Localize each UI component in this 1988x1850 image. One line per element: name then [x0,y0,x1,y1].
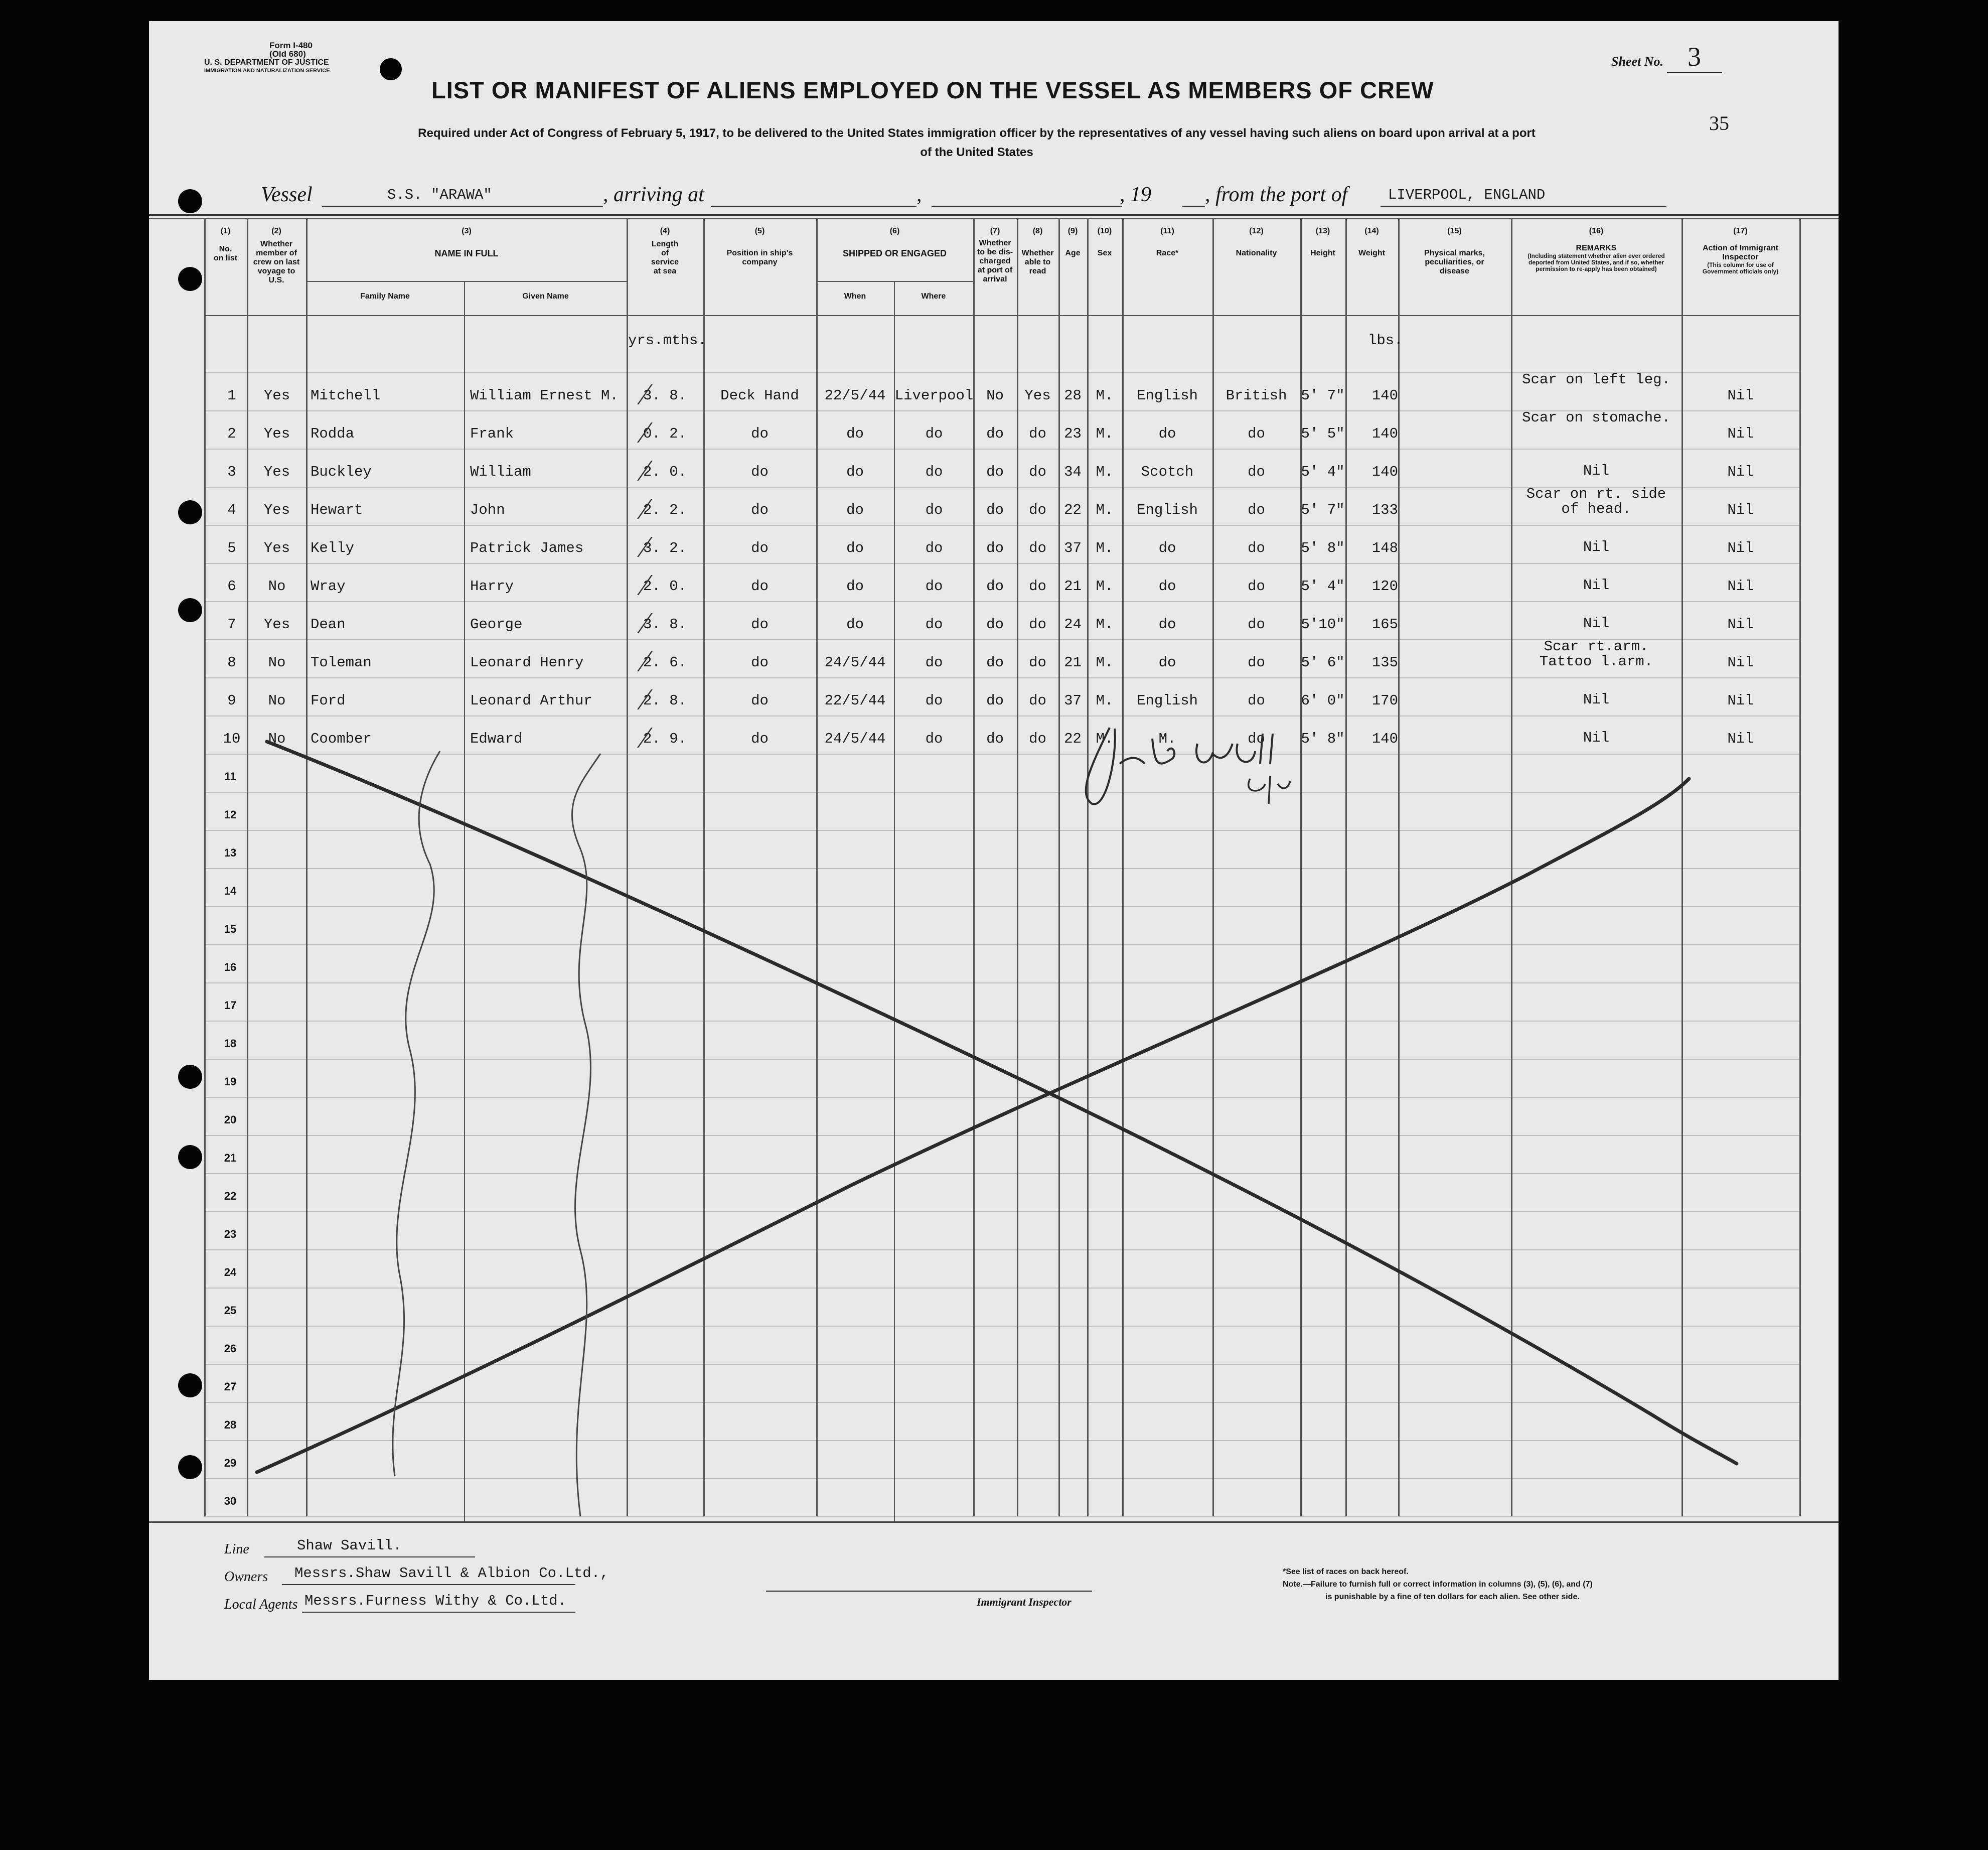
height: 5' 8" [1301,540,1345,556]
page-number: 35 [1709,112,1729,134]
remarks: Nil [1727,425,1754,442]
owners-label: Owners [224,1569,268,1585]
able-to-read: do [1029,692,1046,709]
family-name: Coomber [311,731,372,747]
empty-row-number: 19 [224,1075,237,1088]
age: 22 [1064,502,1082,518]
physical-marks: Nil [1583,463,1610,479]
height: 5' 6" [1301,654,1345,671]
crew-member-flag: Yes [263,616,290,633]
weight: 170 [1371,692,1398,709]
length-of-service: 3. 2. [643,540,687,556]
height: 5' 7" [1301,502,1345,518]
physical-marks: Nil [1583,577,1610,594]
physical-marks: Scar on rt. side of head. [1526,486,1666,517]
discharged: do [986,540,1004,556]
empty-row-number: 17 [224,999,237,1012]
position: do [751,731,769,747]
crew-member-flag: No [268,692,286,709]
race: M. [1158,731,1176,747]
remarks: Nil [1727,616,1754,633]
row-number: 8 [227,654,236,671]
discharged: do [986,425,1004,442]
race: do [1158,616,1176,633]
discharged: do [986,692,1004,709]
remarks: Nil [1727,387,1754,404]
position: do [751,540,769,556]
weight-unit: lbs. [1368,332,1403,349]
owners: Messrs.Shaw Savill & Albion Co.Ltd., [294,1565,609,1582]
discharged: do [986,502,1004,518]
able-to-read: do [1029,464,1046,480]
arriving-label: , arriving at [603,183,704,206]
year-label: , 19 [1120,183,1151,206]
empty-row-number: 21 [224,1152,237,1164]
nationality: do [1248,425,1265,442]
crew-member-flag: No [268,731,286,747]
discharged: No [986,387,1004,404]
able-to-read: do [1029,578,1046,595]
agents-label: Local Agents [224,1597,298,1612]
remarks: Nil [1727,540,1754,556]
given-name: Harry [470,578,514,595]
form-number: Form I-480 (Old 680) U. S. DEPARTMENT OF JUSTICE IMMIGRATION AND NATURALIZATION SERVICE [204,41,330,74]
length-of-service: 2. 8. [643,692,687,709]
given-name: Edward [470,731,523,747]
race: English [1137,692,1198,709]
discharged: do [986,731,1004,747]
given-name: Leonard Arthur [470,692,592,709]
able-to-read: do [1029,654,1046,671]
family-name: Buckley [311,464,372,480]
nationality: do [1248,731,1265,747]
remarks: Nil [1727,578,1754,595]
length-of-service: 2. 0. [643,464,687,480]
empty-row-number: 16 [224,961,237,973]
crew-member-flag: Yes [263,502,290,518]
remarks: Nil [1727,654,1754,671]
age: 24 [1064,616,1082,633]
discharged: do [986,464,1004,480]
weight: 133 [1371,502,1398,518]
shipped-where: do [925,654,943,671]
weight: 135 [1371,654,1398,671]
given-name: William [470,464,531,480]
race-note: *See list of races on back hereof. [1283,1568,1409,1576]
shipped-when: 24/5/44 [824,731,886,747]
shipped-where: do [925,731,943,747]
discharged: do [986,578,1004,595]
empty-row-number: 24 [224,1266,237,1278]
page-title: LIST OR MANIFEST OF ALIENS EMPLOYED ON THE VESSEL AS MEMBERS OF CREW [431,77,1434,103]
length-of-service: 2. 9. [643,731,687,747]
nationality: do [1248,502,1265,518]
physical-marks: Nil [1583,730,1610,746]
family-name: Rodda [311,425,355,442]
nationality: British [1226,387,1287,404]
sheet-number: Sheet No. 3 [1611,41,1722,73]
age: 23 [1064,425,1082,442]
length-of-service: 2. 2. [643,502,687,518]
height: 5' 8" [1301,731,1345,747]
physical-marks: Scar on left leg. [1522,371,1670,388]
length-of-service: 0. 2. [643,425,687,442]
able-to-read: do [1029,502,1046,518]
length-of-service: 2. 0. [643,578,687,595]
shipped-where: do [925,578,943,595]
length-of-service: 2. 6. [643,654,687,671]
age: 37 [1064,540,1082,556]
length-of-service: 3. 8. [643,616,687,633]
shipped-when: do [846,425,864,442]
age: 34 [1064,464,1082,480]
shipped-when: do [846,464,864,480]
row-number: 1 [227,387,236,404]
physical-marks: Nil [1583,539,1610,555]
sex: M. [1096,731,1114,747]
weight: 140 [1371,425,1398,442]
empty-row-number: 15 [224,923,237,935]
line-label: Line [224,1541,249,1557]
given-name: Patrick James [470,540,584,556]
age: 37 [1064,692,1082,709]
shipped-where: do [925,464,943,480]
shipped-where: Liverpool [894,387,974,404]
nationality: do [1248,540,1265,556]
able-to-read: do [1029,540,1046,556]
empty-row-number: 27 [224,1380,237,1393]
empty-row-number: 26 [224,1342,237,1355]
height: 6' 0" [1301,692,1345,709]
position: do [751,654,769,671]
shipped-when: do [846,502,864,518]
weight: 140 [1371,387,1398,404]
given-name: Leonard Henry [470,654,584,671]
nationality: do [1248,616,1265,633]
age: 21 [1064,578,1082,595]
weight: 140 [1371,464,1398,480]
discharged: do [986,654,1004,671]
position: do [751,502,769,518]
empty-row-number: 12 [224,808,237,821]
shipped-where: do [925,502,943,518]
remarks: Nil [1727,692,1754,709]
height: 5' 7" [1301,387,1345,404]
row-number: 4 [227,502,236,518]
position: Deck Hand [720,387,799,404]
race: do [1158,578,1176,595]
manifest-sheet: Form I-480 (Old 680) U. S. DEPARTMENT OF JUSTICE IMMIGRATION AND NATURALIZATION SERVICE Sheet No. 3 35 LIST OR MANIFEST OF ALIENS EMPLOYED ON THE VESSEL AS MEMBERS OF CREW Required under Act of Congress of February 5, 1917, to be delivered to the United States immigration officer by the representatives of any vessel having such aliens on board upon arrival at a port of the United States Vessel S.S. "ARAWA" , arriving at , , 19 , from the port of LIVERPOOL, ENGLAND (1) No. on list (2) Whether member of crew on last voyage to U.S. (3) NAME IN FULL Family Name Given Name (4) Length of service at sea (5) Position in ship's company (6) SHIPPED OR ENGAGED When Where (7) Whether to be dis-charged at port of arrival (8) Whether able to read (9) Age (10) Sex (11) Race* (12) Nationality (13) Height (14) Weight (15) Physical marks, peculiarities, or disease (17) Action of Immigrant Inspector (This column for use of Government officials only) (16) REMARKS (Including statement whether alien ever ordered deported from United States, and if so, whether permission to re-apply has been obtained) yrs.mths. lbs. 1 Yes Mitchell William Ernest M. 3. 8. Deck Hand 22/5/44 Liverpool No Yes 28 M. English British 5' 7" 140 Nil Scar on left leg. 2 Yes Rodda Frank 0. 2. do do do do do 23 M. do do 5' 5" 140 Nil Scar on stomache. 3 Yes Buckley William 2. 0. do do do do do 34 M. Scotch do 5' 4" 140 Nil Nil 4 Yes Hewart John 2. 2. do do do do do 22 M. English do 5' 7" 133 Nil Scar on rt. side of head. 5 Yes Kelly Patrick James 3. 2. do do do do do 37 M. do do 5' 8" 148 Nil Nil 6 No Wray Harry 2. 0. do do do do do 21 M. do do 5' 4" 120 Nil Nil 7 Yes Dean George 3. 8. do do do do do 24 M. do do 5'10" 165 Nil Nil 8 No Toleman Leonard Henry 2. 6. do 24/5/44 do do do 21 M. do do 5' 6" 135 Nil Scar rt.arm. Tattoo l.arm. 9 No Ford Leonard Arthur 2. 8. do 22/5/44 do do do 37 M. English do 6' 0" 170 Nil Nil 10 No Coomber Edward 2. 9. do 24/5/44 do do do 22 M. M. do 5' 8" 140 Nil Nil 11 12 13 14 15 16 17 18 19 20 21 22 23 24 25 26 27 28 29 30 Line Shaw Savill. Owners Messrs.Shaw Savill & Albion Co.Ltd., Local Agents Messrs.Furness Withy & Co.Ltd. Immigrant Inspector *See list of races on back hereof. Note.—Failure to furnish full or correct information in columns (3), (5), (6), and (7) is punishable by a fine of ten dollars for each alien. See other side. [149,21,1839,1680]
sex: M. [1096,502,1114,518]
family-name: Ford [311,692,346,709]
empty-row-number: 28 [224,1418,237,1431]
vessel-label: Vessel [261,183,313,206]
shipped-when: do [846,616,864,633]
given-name: John [470,502,505,518]
position: do [751,578,769,595]
departure-port: LIVERPOOL, ENGLAND [1388,187,1546,203]
crew-member-flag: No [268,654,286,671]
sex: M. [1096,464,1114,480]
empty-row-number: 25 [224,1304,237,1317]
empty-row-number: 13 [224,846,237,859]
race: do [1158,425,1176,442]
height: 5' 4" [1301,578,1345,595]
sex: M. [1096,425,1114,442]
sex: M. [1096,387,1114,404]
shipped-when: do [846,578,864,595]
nationality: do [1248,464,1265,480]
empty-row-number: 22 [224,1190,237,1202]
crew-member-flag: Yes [263,387,290,404]
empty-row-number: 29 [224,1457,237,1469]
shipped-where: do [925,540,943,556]
weight: 148 [1371,540,1398,556]
crew-member-flag: Yes [263,425,290,442]
height: 5' 4" [1301,464,1345,480]
age: 28 [1064,387,1082,404]
race: do [1158,540,1176,556]
row-number: 5 [227,540,236,556]
sex: M. [1096,616,1114,633]
physical-marks: Scar on stomache. [1522,409,1670,426]
given-name: Frank [470,425,514,442]
shipped-where: do [925,616,943,633]
penalty-note-1: Note.—Failure to furnish full or correct information in columns (3), (5), (6), and (7) [1283,1580,1593,1589]
from-port-label: , from the port of [1205,183,1348,206]
physical-marks: Scar rt.arm. Tattoo l.arm. [1539,638,1653,670]
nationality: do [1248,578,1265,595]
empty-row-number: 11 [224,770,236,783]
row-number: 7 [227,616,236,633]
position: do [751,425,769,442]
page-subtitle: Required under Act of Congress of February 5, 1917, to be delivered to the United States immigration officer by the representatives of any vessel having such aliens on board upon arrival at a port of the United States [418,126,1536,159]
empty-row-number: 18 [224,1037,237,1050]
remarks: Nil [1727,502,1754,518]
nationality: do [1248,692,1265,709]
shipped-when: 24/5/44 [824,654,886,671]
family-name: Toleman [311,654,372,671]
family-name: Wray [311,578,346,595]
empty-row-number: 30 [224,1495,237,1507]
shipped-where: do [925,425,943,442]
weight: 120 [1371,578,1398,595]
able-to-read: do [1029,425,1046,442]
sex: M. [1096,540,1114,556]
sex: M. [1096,692,1114,709]
remarks: Nil [1727,731,1754,747]
race: Scotch [1141,464,1194,480]
cross-out-marks [149,21,1839,1680]
service-unit: yrs.mths. [628,332,707,349]
discharged: do [986,616,1004,633]
weight: 165 [1371,616,1398,633]
sex: M. [1096,654,1114,671]
height: 5' 5" [1301,425,1345,442]
race: do [1158,654,1176,671]
local-agents: Messrs.Furness Withy & Co.Ltd. [304,1593,567,1609]
family-name: Mitchell [311,387,381,404]
race: English [1137,387,1198,404]
able-to-read: Yes [1024,387,1051,404]
shipped-when: 22/5/44 [824,387,886,404]
sex: M. [1096,578,1114,595]
length-of-service: 3. 8. [643,387,687,404]
shipped-when: 22/5/44 [824,692,886,709]
row-number: 6 [227,578,236,595]
empty-row-number: 14 [224,885,237,897]
family-name: Dean [311,616,346,633]
empty-row-number: 20 [224,1113,237,1126]
inspector-label: Immigrant Inspector [977,1596,1072,1608]
remarks: Nil [1727,464,1754,480]
family-name: Hewart [311,502,363,518]
given-name: William Ernest M. [470,387,619,404]
row-number: 9 [227,692,236,709]
position: do [751,692,769,709]
age: 22 [1064,731,1082,747]
height: 5'10" [1301,616,1345,633]
row-number: 2 [227,425,236,442]
position: do [751,464,769,480]
penalty-note-2: is punishable by a fine of ten dollars for each alien. See other side. [1325,1593,1580,1601]
weight: 140 [1371,731,1398,747]
crew-member-flag: Yes [263,540,290,556]
crew-member-flag: No [268,578,286,595]
crew-member-flag: Yes [263,464,290,480]
shipped-when: do [846,540,864,556]
row-number: 10 [223,731,241,747]
given-name: George [470,616,523,633]
race: English [1137,502,1198,518]
family-name: Kelly [311,540,355,556]
able-to-read: do [1029,731,1046,747]
position: do [751,616,769,633]
physical-marks: Nil [1583,691,1610,708]
vessel-name: S.S. "ARAWA" [387,187,492,203]
row-number: 3 [227,464,236,480]
shipped-where: do [925,692,943,709]
age: 21 [1064,654,1082,671]
able-to-read: do [1029,616,1046,633]
physical-marks: Nil [1583,615,1610,632]
shipping-line: Shaw Savill. [297,1537,402,1554]
empty-row-number: 23 [224,1228,237,1240]
nationality: do [1248,654,1265,671]
